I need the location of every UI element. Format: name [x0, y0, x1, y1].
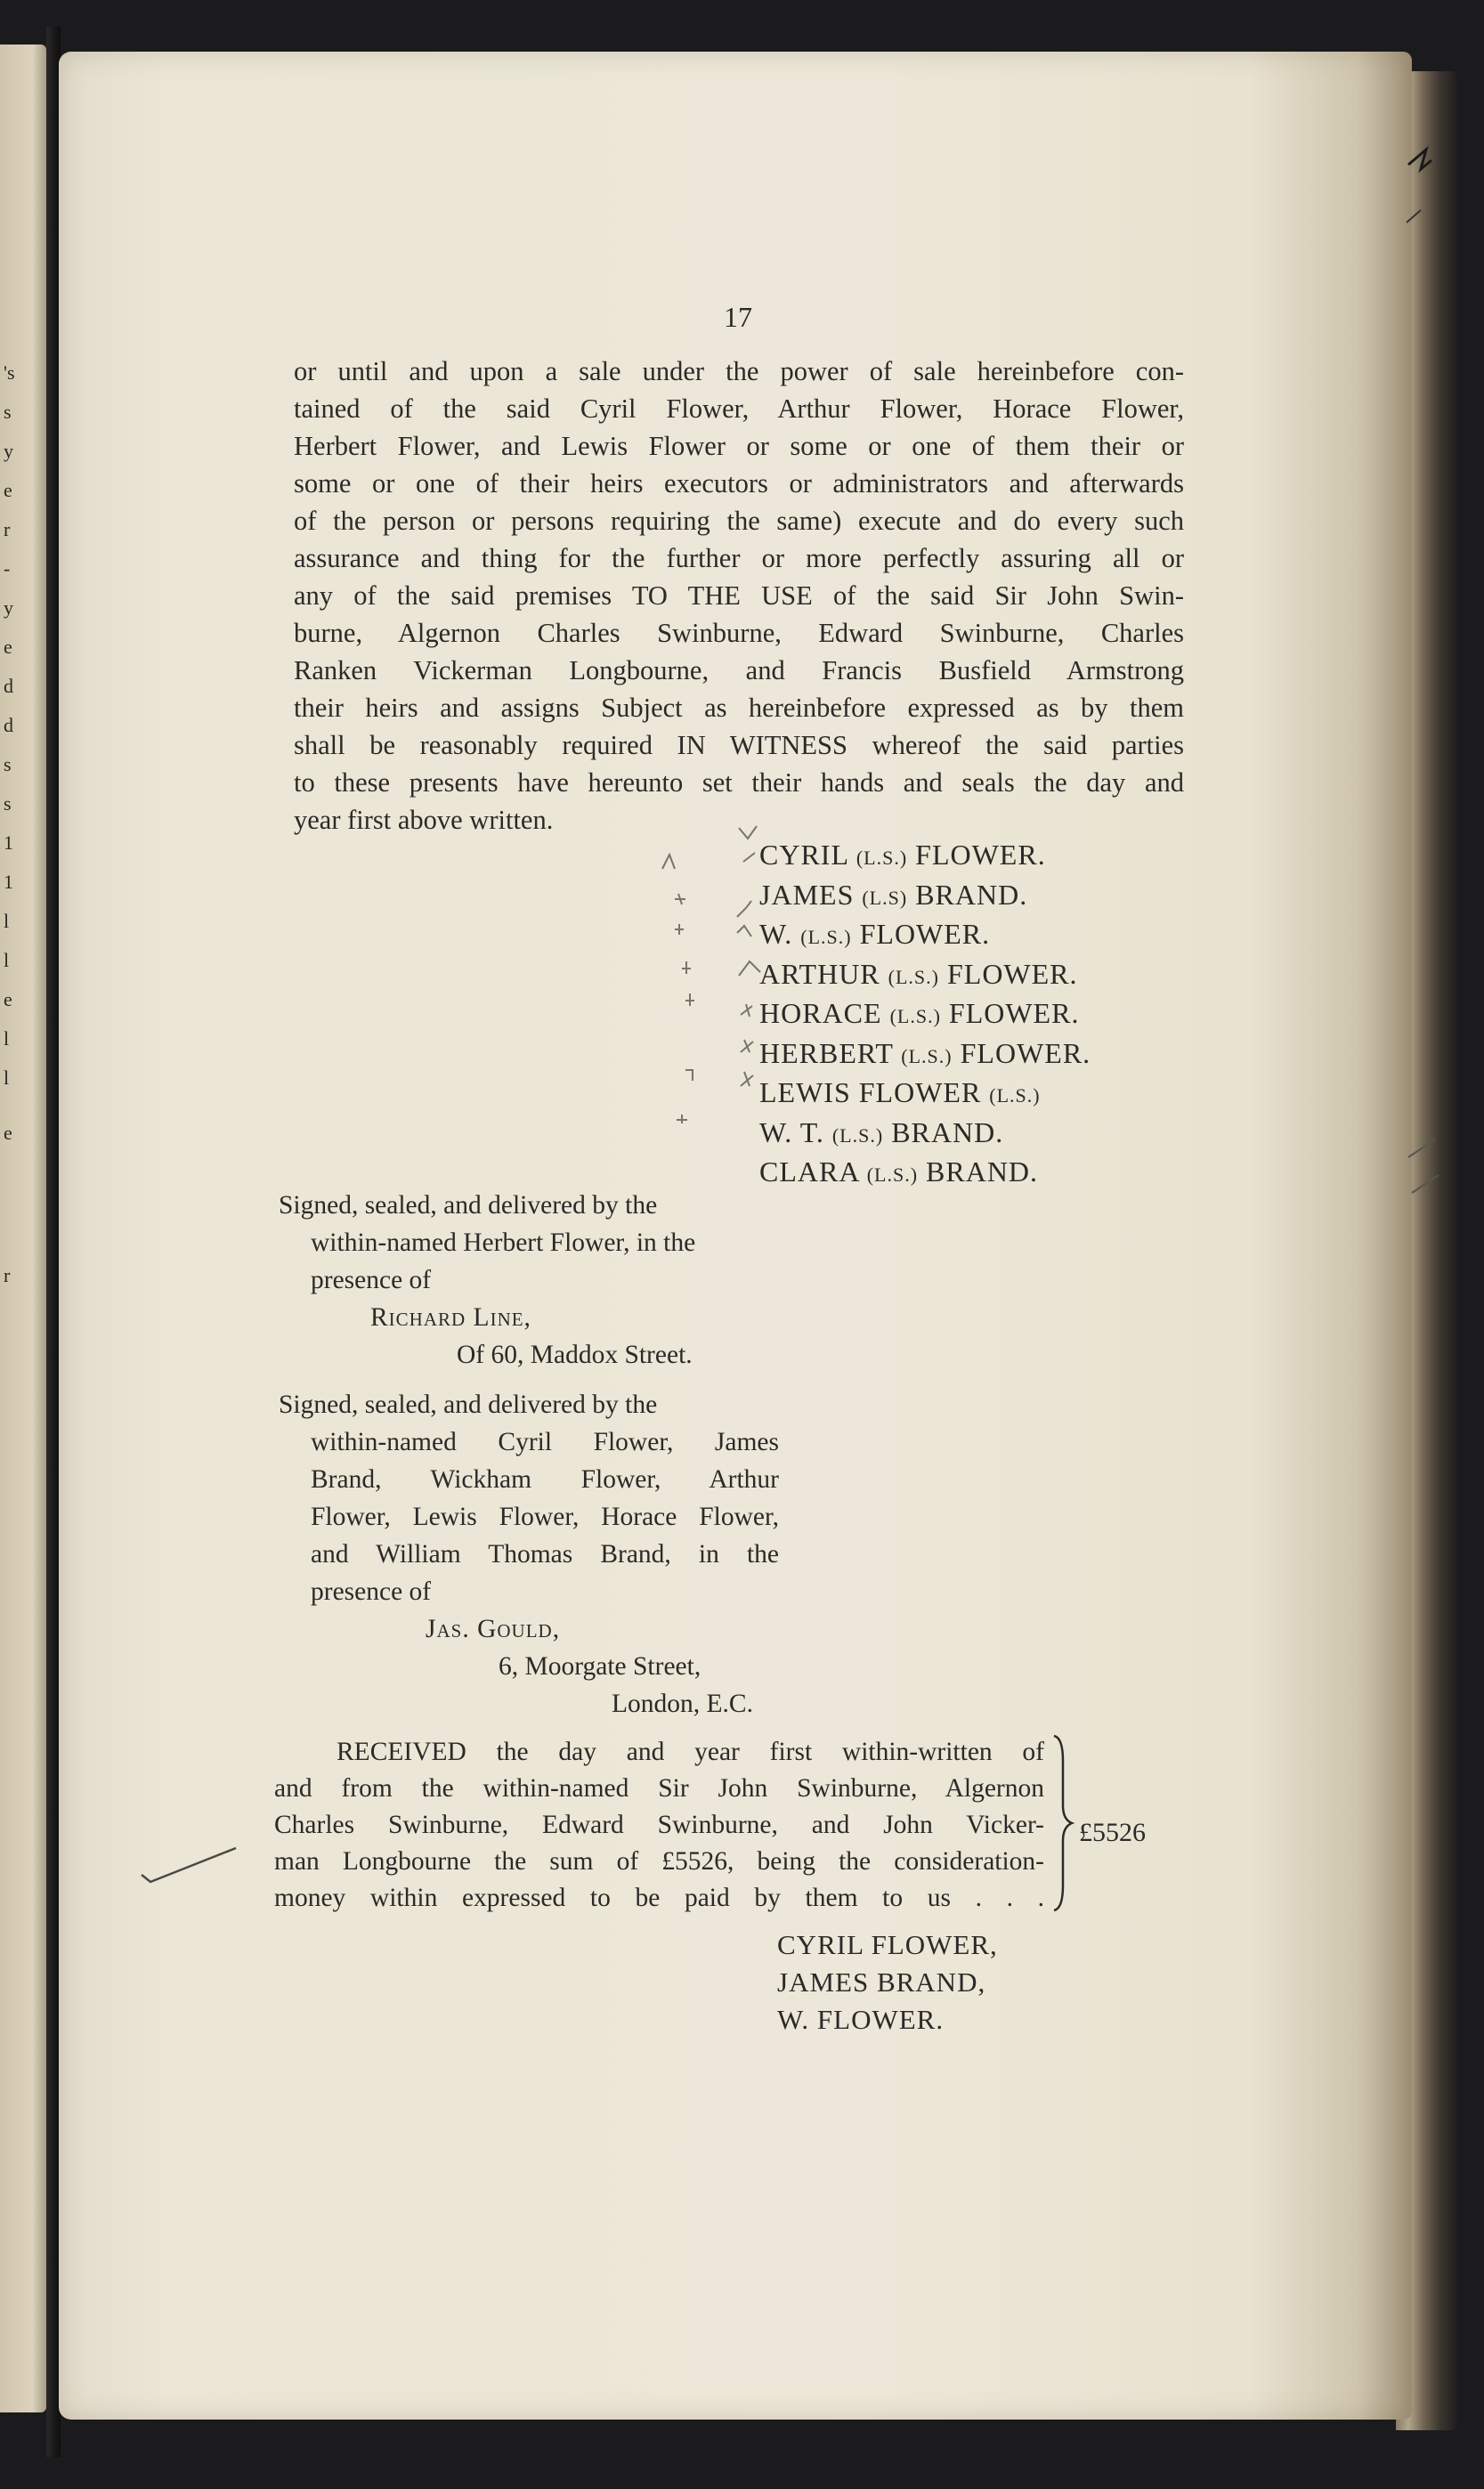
signature-line: W. T. (L.S.) BRAND.: [759, 1115, 1004, 1148]
witness-address: 6, Moorgate Street,: [499, 1652, 701, 1681]
locus-sigilli: (L.S): [862, 886, 908, 909]
left-page-fragment: r: [4, 1264, 11, 1286]
locus-sigilli: (L.S.): [866, 1163, 919, 1186]
body-line: Ranken Vickerman Longbourne, and Francis Busfield Armstrong: [294, 655, 1184, 685]
signature-line: CLARA (L.S.) BRAND.: [759, 1155, 1039, 1188]
receipt-signatory: W. FLOWER.: [777, 2004, 945, 2035]
witness-address: London, E.C.: [612, 1690, 753, 1718]
attestation-line: Brand, Wickham Flower, Arthur: [311, 1465, 779, 1494]
locus-sigilli: (L.S.): [831, 1123, 884, 1147]
body-line: burne, Algernon Charles Swinburne, Edward Swinburne, Charles: [294, 618, 1184, 648]
receipt-signatory: JAMES BRAND,: [777, 1966, 986, 1998]
witness-name: Jas. Gould,: [426, 1615, 561, 1643]
locus-sigilli: (L.S.): [856, 847, 908, 869]
attestation-line: Signed, sealed, and delivered by the: [279, 1390, 658, 1419]
body-line: any of the said premises TO THE USE of the said Sir John Swin-: [294, 580, 1184, 611]
receipt-signatory: CYRIL FLOWER,: [777, 1929, 998, 1960]
receipt-line: RECEIVED the day and year first within-written of: [337, 1738, 1044, 1766]
body-line: shall be reasonably required IN WITNESS whereof the said parties: [294, 730, 1184, 760]
receipt-line: Charles Swinburne, Edward Swinburne, and John Vicker-: [274, 1811, 1044, 1839]
attestation-line: and William Thomas Brand, in the: [311, 1540, 779, 1569]
locus-sigilli: (L.S.): [800, 926, 852, 948]
receipt-line: money within expressed to be paid by them to us . . .: [274, 1884, 1044, 1912]
left-page-fragment: e: [4, 988, 12, 1010]
left-page-fragment: s: [4, 792, 12, 815]
receipt-signatories: [777, 1926, 998, 2039]
pencil-check-marks: [650, 819, 766, 1131]
left-page-fragment: l: [4, 1027, 10, 1050]
attestation-clause-1: [279, 1187, 786, 1374]
body-line: assurance and thing for the further or more perfectly assuring all or: [294, 543, 1184, 573]
receipt-amount: £5526: [1079, 1818, 1146, 1847]
attestation-line: Flower, Lewis Flower, Horace Flower,: [311, 1503, 779, 1531]
body-line: year first above written.: [294, 805, 554, 835]
signature-block: [759, 837, 1091, 1194]
signature-line: HORACE (L.S.) FLOWER.: [759, 997, 1080, 1029]
receipt-line: and from the within-named Sir John Swinburne, Algernon: [274, 1774, 1044, 1803]
left-page-fragment: 1: [4, 871, 13, 893]
left-page-fragment: y: [4, 440, 13, 462]
left-page-fragment: s: [4, 401, 12, 423]
signature-line: W. (L.S.) FLOWER.: [759, 918, 991, 950]
receipt-clause: [274, 1734, 1044, 1917]
left-page-fragment: l: [4, 910, 10, 932]
left-page-fragment: 1: [4, 831, 13, 854]
left-page-fragment: d: [4, 714, 13, 736]
signature-line: CYRIL (L.S.) FLOWER.: [759, 839, 1046, 871]
locus-sigilli: (L.S.): [889, 1005, 941, 1027]
locus-sigilli: (L.S.): [888, 965, 939, 988]
left-page-fragment: y: [4, 596, 13, 619]
body-line: of the person or persons requiring the same) execute and do every such: [294, 506, 1184, 536]
signature-line: JAMES (L.S) BRAND.: [759, 878, 1028, 911]
left-page-fragment: r: [4, 518, 11, 540]
body-paragraph: [294, 353, 1184, 839]
attestation-line: Signed, sealed, and delivered by the: [279, 1191, 658, 1220]
left-page-fragment: -: [4, 557, 11, 580]
attestation-line: presence of: [311, 1577, 432, 1606]
attestation-line: presence of: [311, 1266, 432, 1294]
body-line: some or one of their heirs executors or administrators and afterwards: [294, 468, 1184, 499]
left-page-fragment: e: [4, 1122, 12, 1144]
brace-icon: [1050, 1734, 1077, 1912]
left-page-fragment: d: [4, 675, 13, 697]
body-line: Herbert Flower, and Lewis Flower or some or one of them their or: [294, 431, 1184, 461]
left-page-fragment: l: [4, 1066, 10, 1089]
body-line: their heirs and assigns Subject as hereinbefore expressed as by them: [294, 693, 1184, 723]
attestation-line: within-named Cyril Flower, James: [311, 1428, 779, 1456]
left-page-fragment: s: [4, 753, 12, 775]
left-page-fragment: l: [4, 949, 10, 971]
page-number: 17: [724, 301, 752, 333]
signature-line: LEWIS FLOWER (L.S.): [759, 1076, 1041, 1108]
left-page-edge: [0, 45, 46, 2412]
witness-name: Richard Line,: [370, 1303, 531, 1332]
signature-line: ARTHUR (L.S.) FLOWER.: [759, 957, 1078, 990]
witness-address: Of 60, Maddox Street.: [457, 1341, 693, 1369]
left-page-fragment: 's: [4, 361, 15, 384]
pencil-marks-edge: [1399, 134, 1453, 1291]
locus-sigilli: (L.S.): [901, 1044, 953, 1067]
signature-line: HERBERT (L.S.) FLOWER.: [759, 1036, 1091, 1069]
left-page-fragment: e: [4, 479, 12, 501]
locus-sigilli: (L.S.): [989, 1084, 1041, 1107]
attestation-line: within-named Herbert Flower, in the: [311, 1228, 696, 1257]
body-line: tained of the said Cyril Flower, Arthur Flower, Horace Flower,: [294, 393, 1184, 424]
receipt-line: man Longbourne the sum of £5526, being the consideration-: [274, 1847, 1044, 1876]
left-page-fragment: e: [4, 636, 12, 658]
body-line: to these presents have hereunto set their hands and seals the day and: [294, 767, 1184, 798]
body-line: or until and upon a sale under the power of sale hereinbefore con-: [294, 356, 1184, 386]
attestation-clause-2: [279, 1386, 779, 1723]
pencil-check-icon: [138, 1841, 245, 1894]
